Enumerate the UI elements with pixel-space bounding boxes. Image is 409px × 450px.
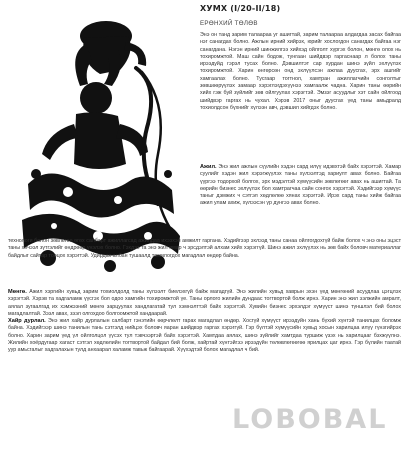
paragraph-lead: Мөнгө. xyxy=(8,289,27,295)
aquarius-illustration xyxy=(8,14,188,276)
section-subtitle: ЕРӨНХИЙ ТӨЛӨВ xyxy=(200,20,258,27)
paragraph-text: Энэ жил ажлын сүүлийн хэдэн сард илүү идэвхтэй байх хэрэгтэй. Хамар суулийг хэдэн жил хэрэгжүүлэх таны хүлээлтэд хариулт авах болно. Байгаа үүргээ тодорхой болгох, эрх мэдэлтэй хүмүүсийн зөвлөгөөг авах нь ашигтай. Та өөрийн бизнес эхлүүлэх бол хамтрагчаа сайн сонгох хэрэгтэй. Хэдийгээр хүмүүс таныг дэмжих ч сэтгэл хөдлөлөө хянах хэрэгтэй. Ирэх сард таны хийж байгаа ажил улам ахиж, хүлээсэн үр дүнгээ авах болно. xyxy=(200,164,401,207)
paragraph-text: Энэ он танд зарим талаараа уг ашигтай, зарим талаараа алдагдаа засах байгаа нэг санагдах болно. Ажлын ирний хийрэх, юрийг хослогдон санагдах байгаа нэг санагдана. Нэгэн ирний шинжилгээ хийхэд ойлголт хүргэх болон, мөнгө олох нь тохиромжтой. Маш сайн бодож, тунгаан шийдвэр гаргаснаар л болох таны ирээдүйд гэрэл тусах болно. Дэвшилтэт сар хурдан шинэ зүйл эхлүүлэх тохиромжтой. Харин өнгөрсөн онд эхлүүлсэн ажлаа дуусгах, эрх ашгийг хамгаалах болно. Тусгаар тогтнол, хамтран ажиллагчийн сонголтыг зөвшөөрүүлэх замаар хэрэглэгдэхүүнээ хамгаалж чадна. Харин таны өөрийн хийх гэж буй зүйлийг зөв ойлгуулах хэрэгтэй. Эмзэг асуудлыг хэт сайн ойлгоод шийдвэр гаргах нь чухал. Хэрэв 2017 оныг дуусгах үед таны амьдралд тохиолдсон бүхнийг хүлээн авч, дэвшил хийгдэх болно. xyxy=(200,32,401,111)
paragraph-text: Энэ жил хайр дурлалын салбарт гэнэтийн өөрчлөлт гарах магадлал өндөр. Хосгүй хүмүүст ирээдүйн хань бүхий хүнтэй танилцах боломж байна. Хэдийгээр шинэ танилын тань сэтгэлд нийцэх боловч яаран шийдвэр гаргах хэрэггүй. Гэр бүлтэй хүмүүсийн хувьд хосын харилцаа илүү гүнзгийрэх болно. Харин зарим үед үл ойлголцол үүсэх тул тэвчээртэй байх хэрэгтэй. Хамтдаа аялах, шинэ зүйлийг хамтдаа туршиж үзэх нь харилцааг бэхжүүлнэ. Жилийн хоёрдугаар хагаст сэтгэл хөдлөлийн тогтвортой байдал бий болж, хайртай хүнтэйгээ ирээдүйн төлөвлөгөөгөө ярилцах цаг ирнэ. Гэр бүлийн таатай уур амьсгалыг хадгалахын тулд анхаарал халамж тавьж байгаарай. Хүүхэдтэй болох магадлал ч бий. xyxy=(8,318,401,354)
watermark-logo: LOBOBAL xyxy=(232,404,388,435)
sign-title: ХУМХ (I/20-II/18) xyxy=(200,4,281,13)
paragraph-work-continued xyxy=(8,238,401,260)
paragraph-lead: Хайр дурлал. xyxy=(8,318,46,325)
paragraph-work xyxy=(200,164,401,208)
paragraph-text: Ажил хэргийн хувьд зарим тохиолдолд таны хүлээлт биелэхгүй байж магадгүй. Энэ жилийн хувьд хаврын эхэн үед мөнгөний асуудлаа цэгцлэх хэрэгтэй. Хэрэв та хадгаламж үүсгэх бол одоо хамгийн тохиромжтой үе. Таны орлого жилийн дундаас тогтвортой болж ирнэ. Харин энэ жил ээлжийн амралт, аялал зугаалгад их хэмжээний мөнгө зарцуулах хандлагатай тул хэмнэлттэй байх хэрэгтэй. Хувийн бизнес эрхэлдэг хүмүүст шинэ түншлэл бий болох магадлалтай. Зээл авах, зээл олгохдоо болгоомжтой хандаарай. xyxy=(8,289,401,317)
paragraph-lead: Ажил. xyxy=(200,164,217,170)
paragraph-text: технологи болон зөвлөгөө өгөх салбарт ажиллагсад ажилдаа ихээхэн амжилт гаргана. Хэдийгээр эхлээд таны санаа ойлгогдохгүй байж болох ч энэ оны эцэст таны хичээл зүтгэлийг өндрөөр үнэлэх болно. Гэхдээ та энэ жил ямар ч эрсдэлтэй алхам хийх хэрэггүй. Шинэ ажил эхлүүлэх нь зөв байх боловч материаллаг байдлыг сайтар тооцох хэрэгтэй. Удирдах албан тушаалд томилогдох магадлал өндөр байна. xyxy=(8,238,401,259)
paragraph-money xyxy=(8,289,401,355)
paragraph-general xyxy=(200,32,401,112)
